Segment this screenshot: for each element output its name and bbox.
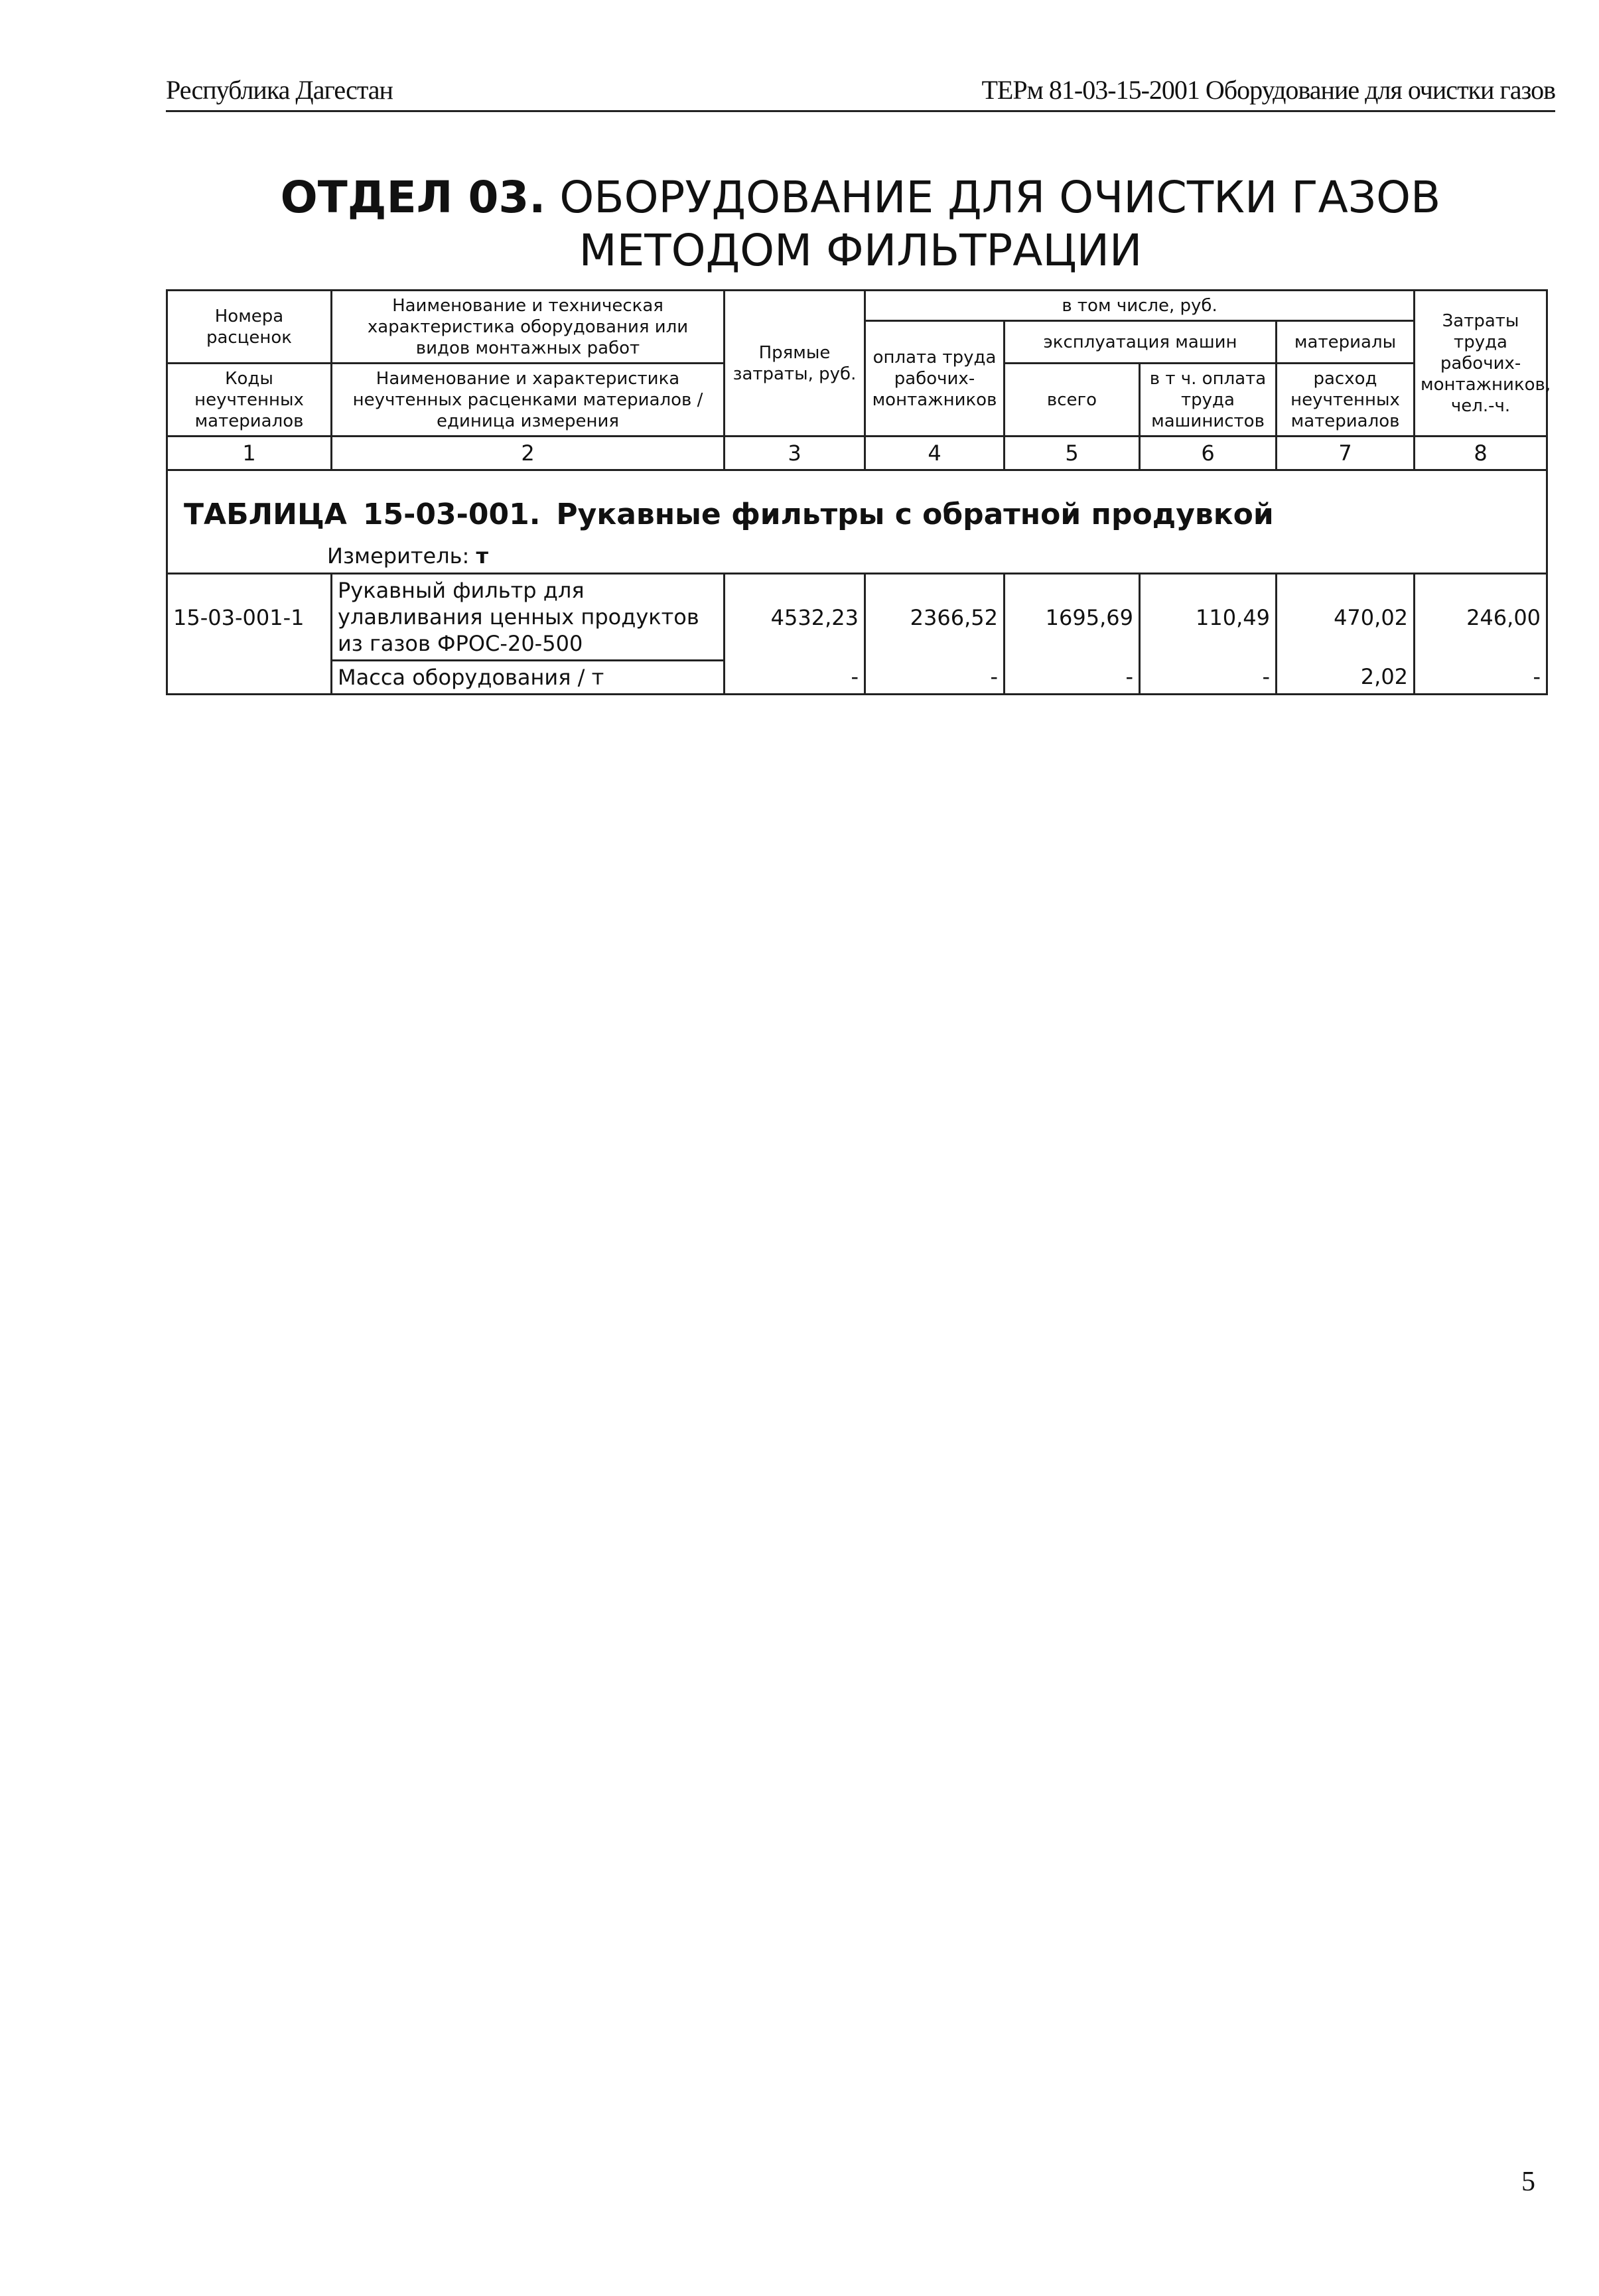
- header-right: ТЕРм 81-03-15-2001 Оборудование для очистки газов: [981, 75, 1555, 105]
- head-col4: оплата труда рабочих-монтажников: [865, 321, 1005, 437]
- col-number-6: 6: [1140, 437, 1277, 470]
- head-col2-bottom: Наименование и характеристика неучтенных расценками материалов / единица измерения: [332, 364, 725, 437]
- head-materials: материалы: [1277, 321, 1415, 364]
- row2-name: Масса оборудования / т: [332, 661, 725, 695]
- header-rule: [166, 110, 1555, 112]
- table-row: [167, 574, 1547, 661]
- header-left: Республика Дагестан: [166, 75, 393, 105]
- row2-mach-total: -: [1005, 661, 1140, 695]
- row1-code: 15-03-001-1: [167, 574, 332, 661]
- head-group: в том числе, руб.: [865, 291, 1415, 321]
- section-title-line1: [166, 171, 1555, 224]
- table-section-label: ТАБЛИЦА: [184, 498, 347, 531]
- section-title-line2: МЕТОДОМ ФИЛЬТРАЦИИ: [579, 225, 1143, 276]
- row2-labor: -: [865, 661, 1005, 695]
- row1-mach-total: 1695,69: [1005, 574, 1140, 661]
- head-col5: всего: [1005, 364, 1140, 437]
- head-col1-top: Номера расценок: [167, 291, 332, 364]
- section-title-bold: ОТДЕЛ 03.: [280, 172, 546, 223]
- col-number-3: 3: [725, 437, 865, 470]
- head-col7: расход неучтенных материалов: [1277, 364, 1415, 437]
- head-col8: Затраты труда рабочих-монтажников, чел.-ч.: [1415, 291, 1547, 437]
- row2-hours: -: [1415, 661, 1547, 695]
- meter-label: Измеритель:: [327, 543, 470, 569]
- row1-materials: 470,02: [1277, 574, 1415, 661]
- row1-mach-labor: 110,49: [1140, 574, 1277, 661]
- section-title-rest: ОБОРУДОВАНИЕ ДЛЯ ОЧИСТКИ ГАЗОВ: [559, 172, 1441, 223]
- estimate-table: [166, 289, 1551, 695]
- row2-mach-labor: -: [1140, 661, 1277, 695]
- row2-direct: -: [725, 661, 865, 695]
- table-section-code: 15-03-001.: [362, 498, 541, 531]
- meter-unit: т: [476, 543, 489, 569]
- head-col6: в т ч. оплата труда машинистов: [1140, 364, 1277, 437]
- row2-materials: 2,02: [1277, 661, 1415, 695]
- col-number-8: 8: [1415, 437, 1547, 470]
- head-col3: Прямые затраты, руб.: [725, 291, 865, 437]
- table-section-name: Рукавные фильтры с обратной продувкой: [556, 498, 1274, 531]
- section-title: [166, 171, 1555, 277]
- row2-code: [167, 661, 332, 695]
- page-number: 5: [1521, 2167, 1535, 2197]
- table-section-heading: [167, 470, 1547, 532]
- head-col2-top: Наименование и техническая характеристика оборудования или видов монтажных работ: [332, 291, 725, 364]
- row1-hours: 246,00: [1415, 574, 1547, 661]
- table-row: [167, 661, 1547, 695]
- row1-name: Рукавный фильтр для улавливания ценных продуктов из газов ФРОС-20-500: [332, 574, 725, 661]
- col-number-4: 4: [865, 437, 1005, 470]
- table-meter: [167, 531, 1547, 574]
- head-machines: эксплуатация машин: [1005, 321, 1277, 364]
- row1-direct: 4532,23: [725, 574, 865, 661]
- col-number-7: 7: [1277, 437, 1415, 470]
- col-number-1: 1: [167, 437, 332, 470]
- row1-labor: 2366,52: [865, 574, 1005, 661]
- col-number-5: 5: [1005, 437, 1140, 470]
- col-number-2: 2: [332, 437, 725, 470]
- head-col1-bottom: Коды неучтенных материалов: [167, 364, 332, 437]
